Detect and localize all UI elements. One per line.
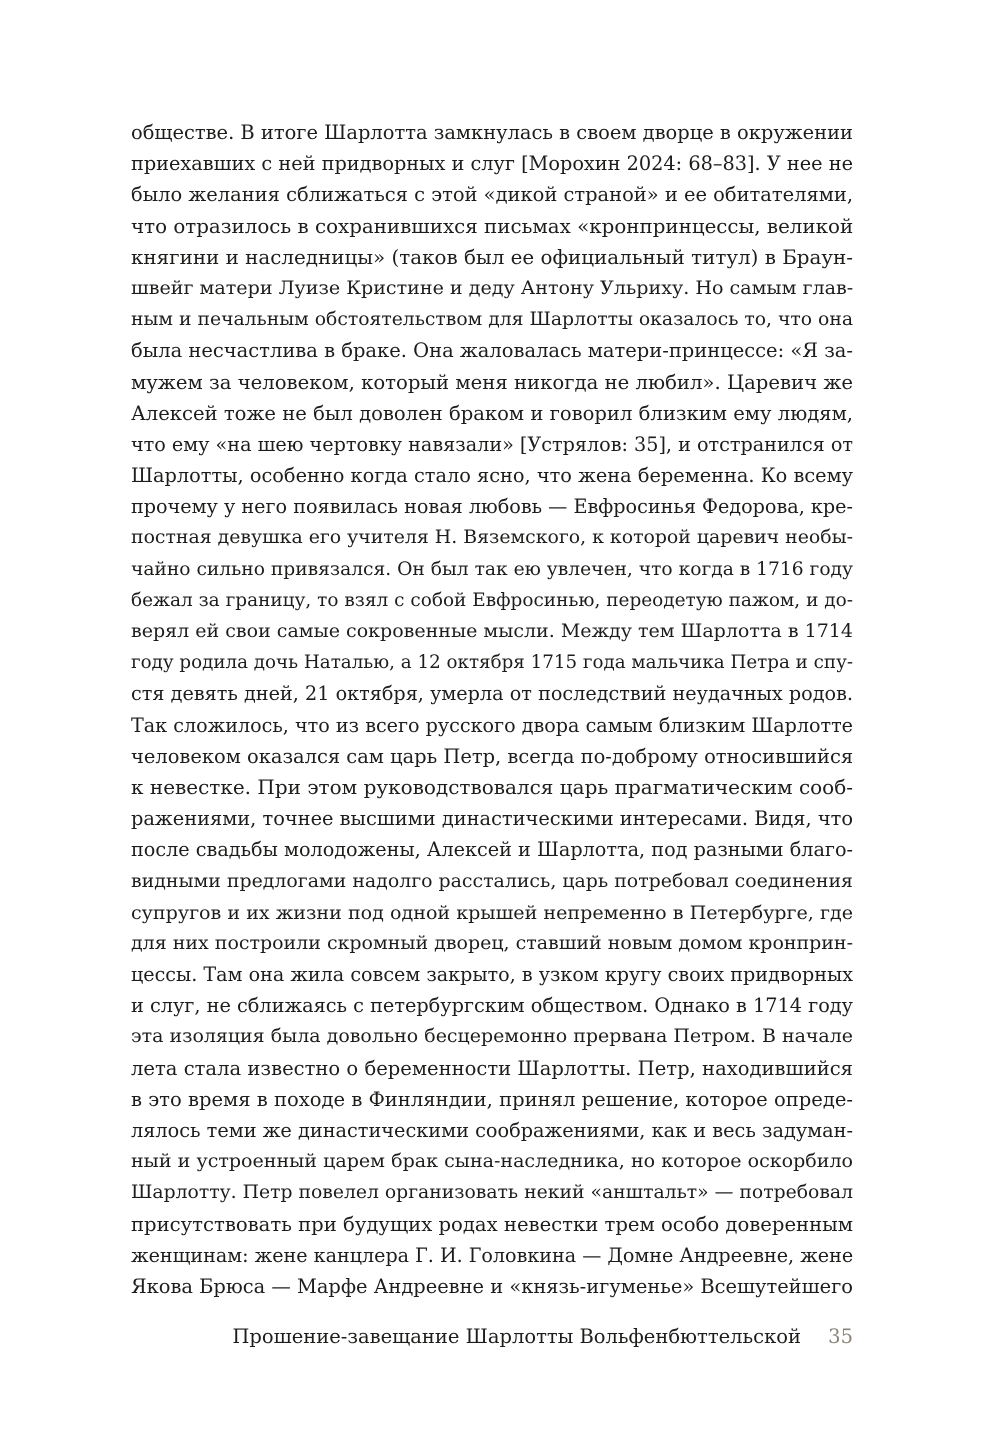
text-line: и слуг, не сближаясь с петербургским обществом. Однако в 1714 году	[131, 994, 853, 1018]
text-line: человеком оказался сам царь Петр, всегда по-доброму относившийся	[131, 744, 854, 768]
text-line: было желания сближаться с этой «дикой страной» и ее обитателями,	[131, 183, 853, 207]
text-line: обществе. В итоге Шарлотта замкнулась в своем дворце в окружении	[131, 121, 853, 144]
text-line: супругов и их жизни под одной крышей непременно в Петербурге, где	[131, 900, 853, 924]
page-number: 35	[828, 1325, 853, 1348]
text-line: что ему «на шею чертовку навязали» [Устрялов: 35], и отстранился от	[131, 432, 853, 456]
text-line: швейг матери Луизе Кристине и деду Антону Ульриху. Но самым глав-	[131, 276, 854, 299]
running-title: Прошение-завещание Шарлотты Вольфенбюттельской	[232, 1325, 801, 1348]
text-line: стя девять дней, 21 октября, умерла от последствий неудачных родов.	[131, 682, 853, 706]
text-line: Алексей тоже не был доволен браком и говорил близким ему людям,	[131, 401, 853, 425]
text-line: приехавших с ней придворных и слуг [Морохин 2024: 68–83]. У нее не	[131, 152, 853, 176]
text-line: присутствовать при будущих родах невестки трем особо доверенным	[131, 1212, 853, 1236]
text-line: лялось теми же династическими соображениями, как и весь задуман-	[131, 1119, 853, 1142]
page-footer	[131, 1322, 853, 1356]
text-line: видными предлогами надолго расстались, царь потребовал соединения	[131, 869, 853, 892]
text-line: бежал за границу, то взял с собой Евфросинью, переодетую пажом, и до-	[131, 589, 853, 611]
text-line: женщинам: жене канцлера Г. И. Головкина — Домне Андреевне, жене	[131, 1243, 854, 1267]
text-line: Шарлотту. Петр повелел организовать некий «анштальт» — потребовал	[131, 1182, 853, 1204]
text-line: княгини и наследницы» (таков был ее официальный титул) в Браун-	[131, 245, 853, 269]
text-line: ным и печальным обстоятельством для Шарлотты оказалось то, что она	[131, 309, 853, 331]
text-line: верял ей свои самые сокровенные мысли. Между тем Шарлотта в 1714	[131, 620, 853, 642]
body-text	[131, 117, 853, 1302]
text-line: году родила дочь Наталью, а 12 октября 1715 года мальчика Петра и спу-	[131, 652, 853, 674]
text-line: после свадьбы молодожены, Алексей и Шарлотта, под разными благо-	[131, 838, 853, 862]
text-line: ный и устроенный царем брак сына-наследника, но которое оскорбило	[131, 1150, 853, 1173]
text-line: Так сложилось, что из всего русского двора самым близким Шарлотте	[131, 713, 853, 737]
text-line: чайно сильно привязался. Он был так ею увлечен, что когда в 1716 году	[131, 558, 853, 580]
text-line: что отразилось в сохранившихся письмах «кронпринцессы, великой	[131, 214, 854, 238]
text-line: Якова Брюса — Марфе Андреевне и «князь-игуменье» Всешутейшего	[131, 1274, 853, 1298]
text-line: для них построили скромный дворец, ставший новым домом кронприн-	[131, 931, 853, 954]
text-line: Шарлотты, особенно когда стало ясно, что жена беременна. Ко всему	[131, 464, 853, 488]
text-line: мужем за человеком, который меня никогда не любил». Царевич же	[131, 370, 853, 394]
text-line: лета стала известно о беременности Шарлотты. Петр, находившийся	[131, 1056, 853, 1080]
text-line: в это время в походе в Финляндии, принял решение, которое опреде-	[131, 1087, 853, 1111]
text-line: эта изоляция была довольно бесцеремонно прервана Петром. В начале	[131, 1025, 853, 1048]
text-line: ражениями, точнее высшими династическими интересами. Видя, что	[131, 807, 853, 831]
text-line: прочему у него появилась новая любовь — Евфросинья Федорова, кре-	[131, 495, 853, 519]
text-line: была несчастлива в браке. Она жаловалась матери-принцессе: «Я за-	[131, 339, 853, 363]
text-line: постная девушка его учителя Н. Вяземского, к которой царевич необы-	[131, 526, 853, 549]
text-line: к невестке. При этом руководствовался царь прагматическим сооб-	[131, 774, 853, 799]
text-line: цессы. Там она жила совсем закрыто, в узком кругу своих придворных	[131, 963, 853, 987]
